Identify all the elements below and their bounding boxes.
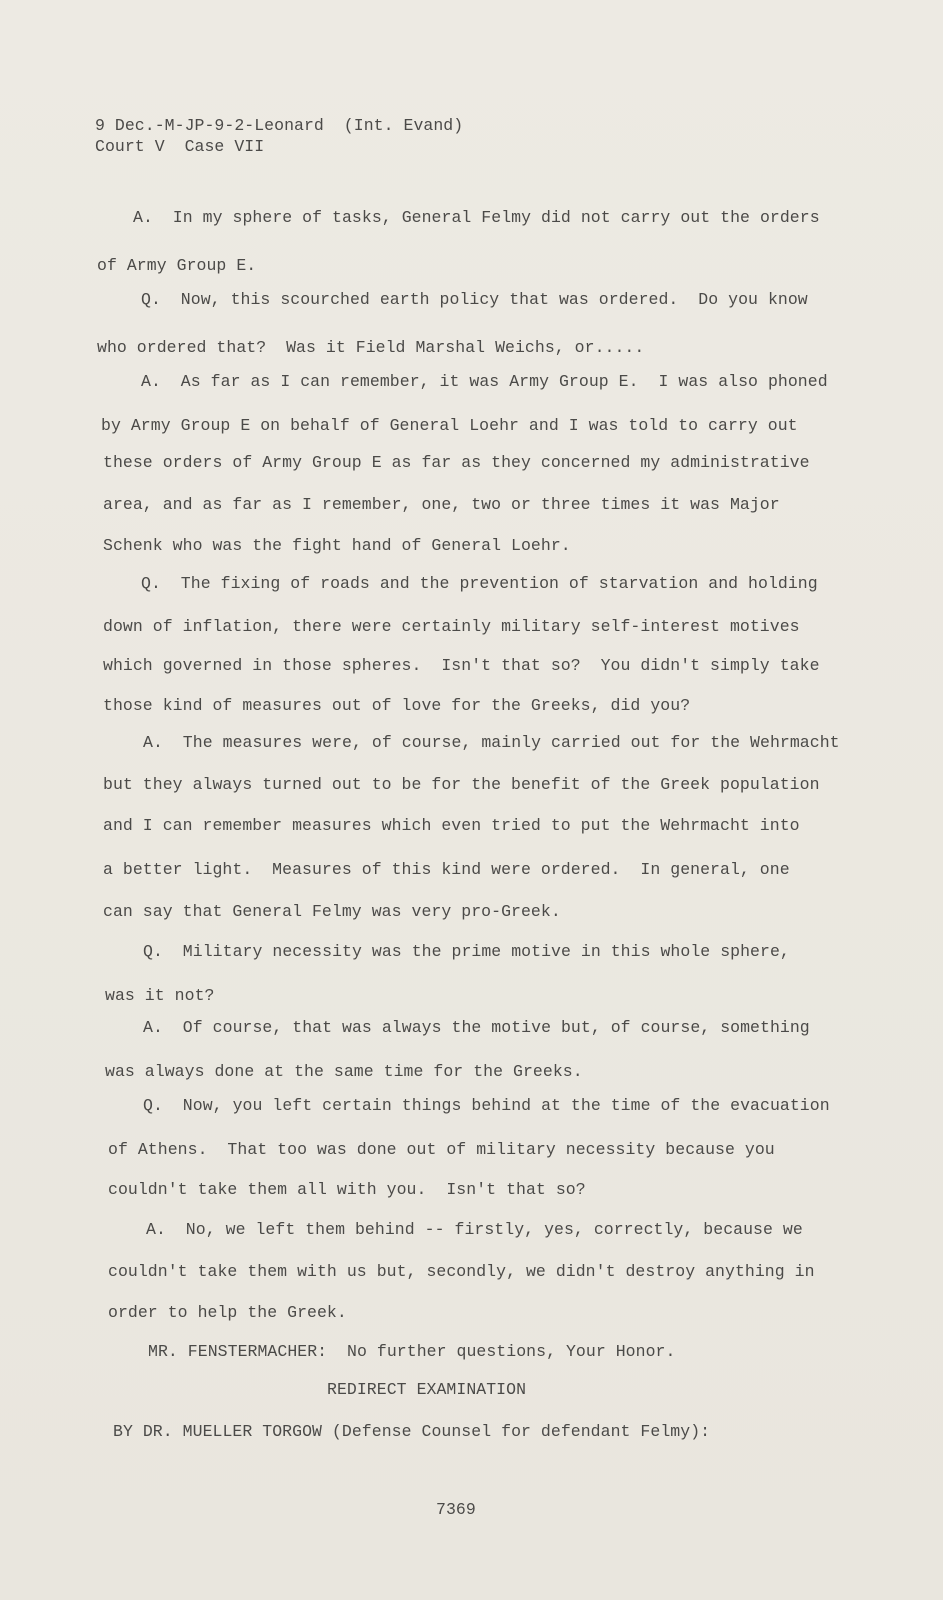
transcript-line: was it not? — [105, 986, 215, 1005]
transcript-line: which governed in those spheres. Isn't that so? You didn't simply take — [103, 656, 820, 675]
transcript-line: by Army Group E on behalf of General Loehr and I was told to carry out — [101, 416, 798, 435]
transcript-line: Q. Now, you left certain things behind at the time of the evacuation — [143, 1096, 830, 1115]
transcript-line: was always done at the same time for the Greeks. — [105, 1062, 583, 1081]
transcript-line: A. The measures were, of course, mainly carried out for the Wehrmacht — [143, 733, 840, 752]
transcript-line: order to help the Greek. — [108, 1303, 347, 1322]
transcript-line: A. In my sphere of tasks, General Felmy did not carry out the orders — [133, 208, 820, 227]
page-number: 7369 — [436, 1500, 476, 1519]
transcript-line: and I can remember measures which even tried to put the Wehrmacht into — [103, 816, 800, 835]
transcript-line: Q. The fixing of roads and the prevention of starvation and holding — [141, 574, 818, 593]
transcript-line: those kind of measures out of love for the Greeks, did you? — [103, 696, 691, 715]
transcript-line: couldn't take them all with you. Isn't that so? — [108, 1180, 586, 1199]
header-line-2: Court V Case VII — [95, 137, 265, 156]
transcript-line: Schenk who was the fight hand of General Loehr. — [103, 536, 571, 555]
header-line-1: 9 Dec.-M-JP-9-2-Leonard (Int. Evand) — [95, 116, 464, 135]
transcript-line: Q. Military necessity was the prime motive in this whole sphere, — [143, 942, 790, 961]
transcript-line: Q. Now, this scourched earth policy that was ordered. Do you know — [141, 290, 808, 309]
transcript-line: down of inflation, there were certainly military self-interest motives — [103, 617, 800, 636]
transcript-line: MR. FENSTERMACHER: No further questions, Your Honor. — [148, 1342, 676, 1361]
transcript-line: a better light. Measures of this kind were ordered. In general, one — [103, 860, 790, 879]
transcript-line: couldn't take them with us but, secondly, we didn't destroy anything in — [108, 1262, 815, 1281]
transcript-line: these orders of Army Group E as far as they concerned my administrative — [103, 453, 810, 472]
transcript-line: A. As far as I can remember, it was Army Group E. I was also phoned — [141, 372, 828, 391]
transcript-line: area, and as far as I remember, one, two or three times it was Major — [103, 495, 780, 514]
transcript-line: A. Of course, that was always the motive but, of course, something — [143, 1018, 810, 1037]
transcript-line: of Army Group E. — [97, 256, 257, 275]
transcript-line: A. No, we left them behind -- firstly, yes, correctly, because we — [146, 1220, 803, 1239]
transcript-line: can say that General Felmy was very pro-Greek. — [103, 902, 561, 921]
transcript-line: BY DR. MUELLER TORGOW (Defense Counsel for defendant Felmy): — [113, 1422, 711, 1441]
transcript-line: who ordered that? Was it Field Marshal Weichs, or..... — [97, 338, 645, 357]
transcript-line: of Athens. That too was done out of military necessity because you — [108, 1140, 775, 1159]
transcript-line: but they always turned out to be for the benefit of the Greek population — [103, 775, 820, 794]
section-heading: REDIRECT EXAMINATION — [327, 1380, 527, 1399]
